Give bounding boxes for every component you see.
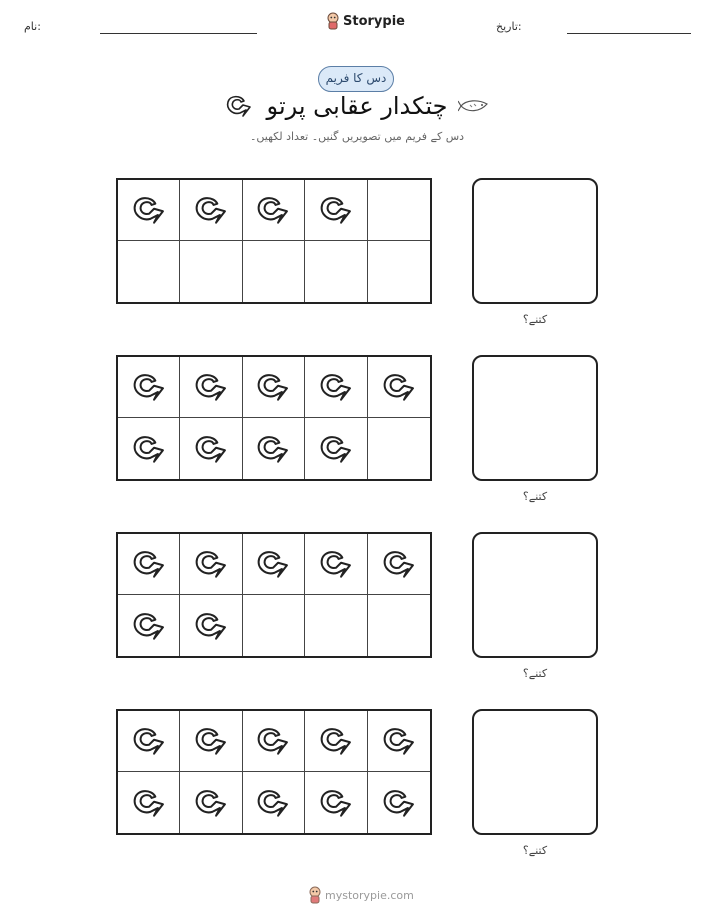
eagle-ray-icon [192, 607, 230, 645]
eagle-ray-icon [317, 430, 355, 468]
frame-cell [305, 772, 367, 833]
frame-cell [118, 418, 180, 479]
date-line[interactable] [567, 33, 691, 34]
frame-cell [305, 534, 367, 595]
frame-cell [243, 180, 305, 241]
answer-box-1[interactable] [472, 178, 598, 304]
eagle-ray-icon [130, 191, 168, 229]
frame-cell [368, 595, 430, 656]
storypie-mascot-icon [326, 12, 340, 30]
frame-cell [368, 357, 430, 418]
eagle-ray-icon [192, 722, 230, 760]
brand-name: Storypie [343, 13, 405, 29]
eagle-ray-icon [317, 722, 355, 760]
frame-cell [243, 534, 305, 595]
eagle-ray-icon [130, 722, 168, 760]
frame-cell [243, 418, 305, 479]
frame-cell [118, 595, 180, 656]
eagle-ray-icon [317, 784, 355, 822]
frame-cell [118, 772, 180, 833]
answer-box-3[interactable] [472, 532, 598, 658]
ten-frame-1 [116, 178, 432, 304]
eagle-ray-icon [254, 368, 292, 406]
frame-cell [180, 595, 242, 656]
how-many-label-3: کتنے؟ [522, 667, 548, 680]
eagle-ray-icon [130, 607, 168, 645]
eagle-ray-icon [130, 784, 168, 822]
eagle-ray-icon [254, 722, 292, 760]
eagle-ray-icon [192, 191, 230, 229]
answer-box-2[interactable] [472, 355, 598, 481]
frame-cell [243, 772, 305, 833]
eagle-ray-icon [130, 430, 168, 468]
footer [308, 886, 414, 904]
answer-box-4[interactable] [472, 709, 598, 835]
brand-logo [326, 12, 405, 30]
how-many-label-2: کتنے؟ [522, 490, 548, 503]
frame-cell [305, 241, 367, 302]
eagle-ray-icon [380, 368, 418, 406]
eagle-ray-icon [192, 784, 230, 822]
frame-cell [180, 772, 242, 833]
frame-cell [180, 241, 242, 302]
instructions: دس کے فریم میں تصویریں گنیں۔ تعداد لکھیں۔ [249, 130, 465, 143]
frame-cell [368, 180, 430, 241]
frame-cell [180, 357, 242, 418]
frame-cell [118, 241, 180, 302]
frame-cell [305, 711, 367, 772]
eagle-ray-icon [254, 545, 292, 583]
how-many-label-1: کتنے؟ [522, 313, 548, 326]
eagle-ray-icon [192, 430, 230, 468]
eagle-ray-icon [380, 784, 418, 822]
name-label: نام: [24, 20, 41, 33]
ten-frame-badge: دس کا فریم [318, 66, 394, 92]
frame-cell [368, 772, 430, 833]
frame-cell [118, 357, 180, 418]
frame-cell [305, 357, 367, 418]
frame-cell [305, 180, 367, 241]
eagle-ray-icon [254, 784, 292, 822]
footer-site: mystorypie.com [325, 888, 414, 902]
frame-cell [243, 711, 305, 772]
frame-cell [368, 418, 430, 479]
eagle-ray-icon [380, 722, 418, 760]
frame-cell [243, 357, 305, 418]
worksheet-title: چتکدار عقابی پرتو [266, 92, 448, 120]
ten-frame-4 [116, 709, 432, 835]
storypie-mascot-icon [308, 886, 322, 904]
ten-frame-2 [116, 355, 432, 481]
eagle-ray-icon [130, 545, 168, 583]
frame-cell [118, 711, 180, 772]
ten-frame-3 [116, 532, 432, 658]
eagle-ray-icon [130, 368, 168, 406]
frame-cell [368, 534, 430, 595]
eagle-ray-icon [380, 545, 418, 583]
eagle-ray-icon [317, 545, 355, 583]
date-label: تاریخ: [496, 20, 522, 33]
frame-cell [180, 418, 242, 479]
eagle-ray-icon [317, 368, 355, 406]
frame-cell [243, 595, 305, 656]
eagle-ray-icon [317, 191, 355, 229]
frame-cell [368, 711, 430, 772]
name-line[interactable] [100, 33, 257, 34]
frame-cell [368, 241, 430, 302]
frame-cell [180, 534, 242, 595]
fish-icon [458, 96, 490, 116]
frame-cell [180, 711, 242, 772]
eagle-ray-icon [192, 545, 230, 583]
frame-cell [243, 241, 305, 302]
eagle-ray-icon [192, 368, 230, 406]
how-many-label-4: کتنے؟ [522, 844, 548, 857]
frame-cell [305, 418, 367, 479]
frame-cell [118, 180, 180, 241]
eagle-ray-icon [254, 191, 292, 229]
eagle-ray-icon [254, 430, 292, 468]
frame-cell [305, 595, 367, 656]
frame-cell [180, 180, 242, 241]
frame-cell [118, 534, 180, 595]
